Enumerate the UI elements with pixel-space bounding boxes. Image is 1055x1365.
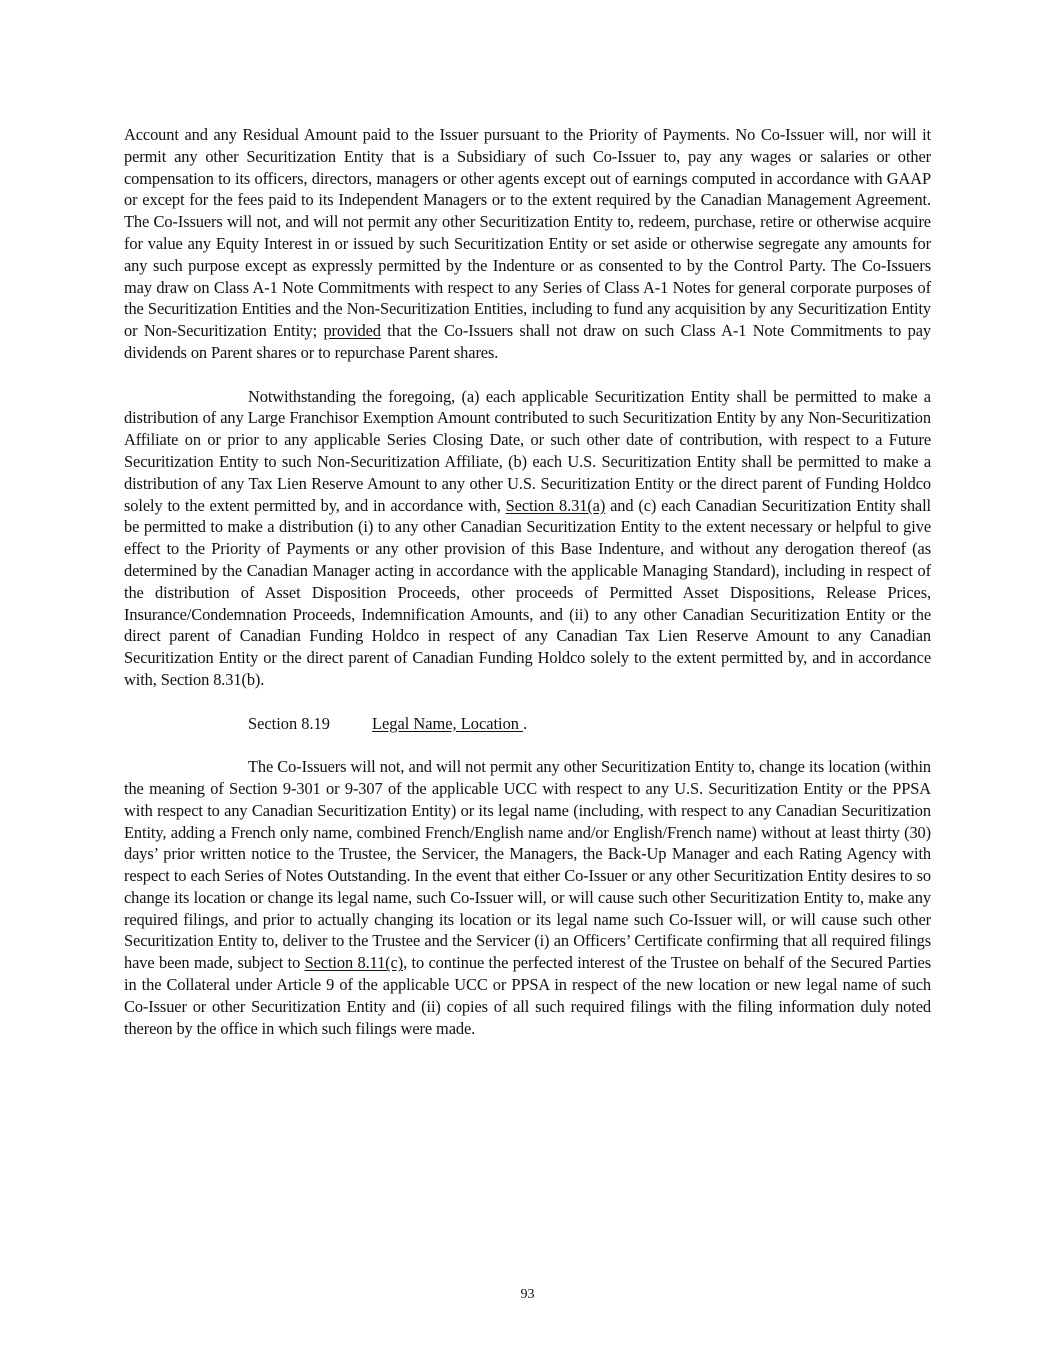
- paragraph-1-text-b: that the Co-Issuers shall not draw on such Class A-1 Note Commitments to pay dividends on Parent shares or to repurchase Parent shares.: [124, 321, 932, 362]
- section-title-period: .: [523, 713, 528, 733]
- document-page: [124, 124, 931, 1039]
- paragraph-1-text-a: Account and any Residual Amount paid to the Issuer pursuant to the Priority of Payments. No Co-Issuer will, nor will it permit any other Securitization Entity that is a Subsidiary of such Co-Issuer to, pay any wages or salaries or other compensation to its officers, directors, managers or other agents except out of earnings computed in accordance with GAAP or except for the fees paid to its Independent Managers or to the extent required by the Canadian Management Agreement. The Co-Issuers will not, and will not permit any other Securitization Entity to, redeem, purchase, retire or otherwise acquire for value any Equity Interest in or issued by such Securitization Entity or set aside or otherwise segregate any amounts for any such purpose except as expressly permitted by the Indenture or as consented to by the Control Party. The Co-Issuers may draw on Class A-1 Note Commitments with respect to any Series of Class A-1 Notes for general corporate purposes of the Securitization Entities and the Non-Securitization Entities, including to fund any acquisition by any Securitization Entity or Non-Securitization Entity;: [124, 125, 931, 341]
- page-number: 93: [520, 1287, 535, 1302]
- paragraph-legal-name-location: [124, 756, 931, 1039]
- paragraph-notwithstanding: [124, 386, 931, 691]
- section-8-11c-reference: Section 8.11(c): [304, 953, 404, 973]
- paragraph-2-text-b: and (c) each Canadian Securitization Entity shall be permitted to make a distribution (i) to any other Canadian Securitization Entity to the extent necessary or helpful to give effect to the Priority of Payments or any other provision of this Base Indenture, and without any derogation thereof (as determined by the Canadian Manager acting in accordance with the applicable Managing Standard), including in respect of the distribution of Asset Disposition Proceeds, other proceeds of Permitted Asset Dispositions, Release Prices, Insurance/Condemnation Proceeds, Indemnification Amounts, and (ii) to any other Canadian Securitization Entity or the direct parent of Canadian Funding Holdco in respect of any Canadian Tax Lien Reserve Amount to any Canadian Securitization Entity or the direct parent of Canadian Funding Holdco solely to the extent permitted by, and in accordance with, Section 8.31(b).: [124, 495, 931, 689]
- section-title: Legal Name, Location: [372, 713, 524, 733]
- paragraph-2-text-a: Notwithstanding the foregoing, (a) each applicable Securitization Entity shall be permitted to make a distribution of any Large Franchisor Exemption Amount contributed to such Securitization Entity by any Non-Securitization Affiliate on or prior to any applicable Series Closing Date, or such other date of contribution, with respect to a Future Securitization Entity to such Non-Securitization Affiliate, (b) each U.S. Securitization Entity shall be permitted to make a distribution of any Tax Lien Reserve Amount to any other U.S. Securitization Entity or the direct parent of Funding Holdco solely to the extent permitted by, and in accordance with,: [124, 386, 931, 515]
- section-heading: [124, 713, 931, 735]
- paragraph-3-text-a: The Co-Issuers will not, and will not permit any other Securitization Entity to, change its location (within the meaning of Section 9-301 or 9-307 of the applicable UCC with respect to any U.S. Securitization Entity or the PPSA with respect to any Canadian Securitization Entity) or its legal name (including, with respect to any Canadian Securitization Entity, adding a French only name, combined French/English name and/or English/French name) without at least thirty (30) days’ prior written notice to the Trustee, the Servicer, the Managers, the Back-Up Manager and each Rating Agency with respect to each Series of Notes Outstanding. In the event that either Co-Issuer or any other Securitization Entity desires to so change its location or change its legal name, such Co-Issuer will, or will cause such other Securitization Entity to, make any required filings, and prior to actually changing its location or its legal name such Co-Issuer will, or will cause such other Securitization Entity to, deliver to the Trustee and the Servicer (i) an Officers’ Certificate confirming that all required filings have been made, subject to: [124, 757, 931, 973]
- paragraph-3-text-b: , to continue the perfected interest of the Trustee on behalf of the Secured Parties in the Collateral under Article 9 of the applicable UCC or PPSA in respect of the new location or new legal name of such Co-Issuer or other Securitization Entity and (ii) copies of all such required filings with the filing information duly noted thereon by the office in which such filings were made.: [124, 953, 931, 1038]
- provided-reference: provided: [323, 321, 381, 341]
- section-number: Section 8.19: [248, 713, 330, 733]
- section-8-31a-reference: Section 8.31(a): [505, 495, 606, 515]
- paragraph-residual-amount: [124, 124, 931, 364]
